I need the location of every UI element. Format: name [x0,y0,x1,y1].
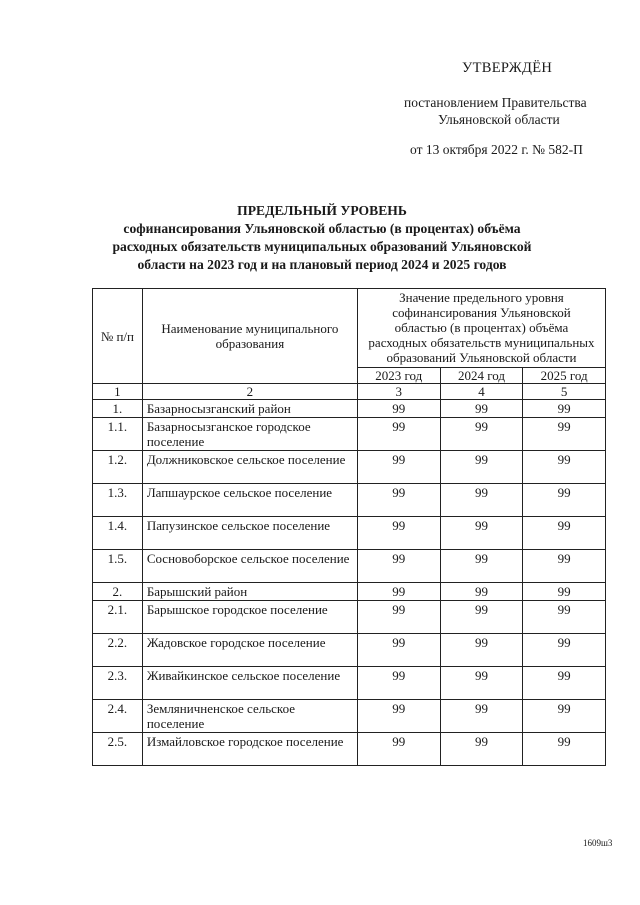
value-2023: 99 [357,550,440,583]
municipality-name: Базарносызганский район [142,400,357,418]
row-number: 1.4. [93,517,143,550]
value-2025: 99 [523,634,606,667]
value-2023: 99 [357,601,440,634]
value-2024: 99 [440,517,523,550]
value-2023: 99 [357,667,440,700]
row-number: 2.2. [93,634,143,667]
value-2023: 99 [357,418,440,451]
title-line-1: ПРЕДЕЛЬНЫЙ УРОВЕНЬ [237,203,407,218]
row-number: 2.4. [93,700,143,733]
table-row [93,733,606,766]
header-number: № п/п [93,289,143,384]
value-2024: 99 [440,418,523,451]
table-row [93,700,606,733]
value-2025: 99 [523,601,606,634]
value-2023: 99 [357,583,440,601]
table-row [93,583,606,601]
value-2025: 99 [523,667,606,700]
title-line-4: области на 2023 год и на плановый период 2024 и 2025 годов [137,257,507,272]
municipality-name: Жадовское городское поселение [142,634,357,667]
value-2025: 99 [523,583,606,601]
column-number-row [93,384,606,400]
value-2024: 99 [440,550,523,583]
value-2023: 99 [357,484,440,517]
table-row [93,550,606,583]
header-year-2025: 2025 год [523,368,606,384]
municipality-name: Должниковское сельское поселение [142,451,357,484]
value-2025: 99 [523,550,606,583]
column-number: 1 [93,384,143,400]
value-2023: 99 [357,517,440,550]
column-number: 4 [440,384,523,400]
value-2025: 99 [523,517,606,550]
table-row [93,517,606,550]
value-2025: 99 [523,418,606,451]
municipality-name: Базарносызганское городское поселение [142,418,357,451]
column-number: 3 [357,384,440,400]
value-2023: 99 [357,634,440,667]
table-row [93,400,606,418]
value-2024: 99 [440,634,523,667]
row-number: 1. [93,400,143,418]
title-line-3: расходных обязательств муниципальных образований Ульяновской [112,239,532,254]
municipality-name: Измайловское городское поселение [142,733,357,766]
municipality-name: Барышское городское поселение [142,601,357,634]
value-2025: 99 [523,733,606,766]
value-2024: 99 [440,400,523,418]
municipality-name: Лапшаурское сельское поселение [142,484,357,517]
cofinancing-table [92,288,606,766]
title-line-2: софинансирования Ульяновской областью (в процентах) объёма [123,221,521,236]
row-number: 2.5. [93,733,143,766]
value-2024: 99 [440,733,523,766]
row-number: 1.1. [93,418,143,451]
value-2024: 99 [440,583,523,601]
table-row [93,451,606,484]
value-2024: 99 [440,601,523,634]
table-row [93,601,606,634]
row-number: 1.2. [93,451,143,484]
row-number: 2.1. [93,601,143,634]
decree-line-2: Ульяновской области [438,112,560,127]
value-2023: 99 [357,400,440,418]
table-row [93,418,606,451]
decree-line-1: постановлением Правительства [404,95,587,110]
table-row [93,667,606,700]
value-2025: 99 [523,700,606,733]
document-title [92,202,552,274]
row-number: 2. [93,583,143,601]
row-number: 1.3. [93,484,143,517]
header-value: Значение предельного уровня софинансирования Ульяновской областью (в процентах) объёма расходных обязательств муниципальных образований Ульяновской области [357,289,605,368]
value-2023: 99 [357,451,440,484]
decree-date: от 13 октября 2022 г. № 582-П [410,142,583,157]
municipality-name: Земляничненское сельское поселение [142,700,357,733]
municipality-name: Барышский район [142,583,357,601]
row-number: 1.5. [93,550,143,583]
value-2025: 99 [523,451,606,484]
column-number: 2 [142,384,357,400]
value-2025: 99 [523,484,606,517]
row-number: 2.3. [93,667,143,700]
table-row [93,634,606,667]
header-year-2024: 2024 год [440,368,523,384]
municipality-name: Живайкинское сельское поселение [142,667,357,700]
value-2023: 99 [357,700,440,733]
document-code: 1609ш3 [583,838,613,848]
value-2024: 99 [440,667,523,700]
municipality-name: Сосновоборское сельское поселение [142,550,357,583]
header-year-2023: 2023 год [357,368,440,384]
header-municipality: Наименование муниципального образования [142,289,357,384]
table-row [93,484,606,517]
value-2024: 99 [440,484,523,517]
value-2025: 99 [523,400,606,418]
value-2024: 99 [440,700,523,733]
municipality-name: Папузинское сельское поселение [142,517,357,550]
value-2023: 99 [357,733,440,766]
column-number: 5 [523,384,606,400]
approval-stamp: УТВЕРЖДЁН [462,60,553,76]
value-2024: 99 [440,451,523,484]
